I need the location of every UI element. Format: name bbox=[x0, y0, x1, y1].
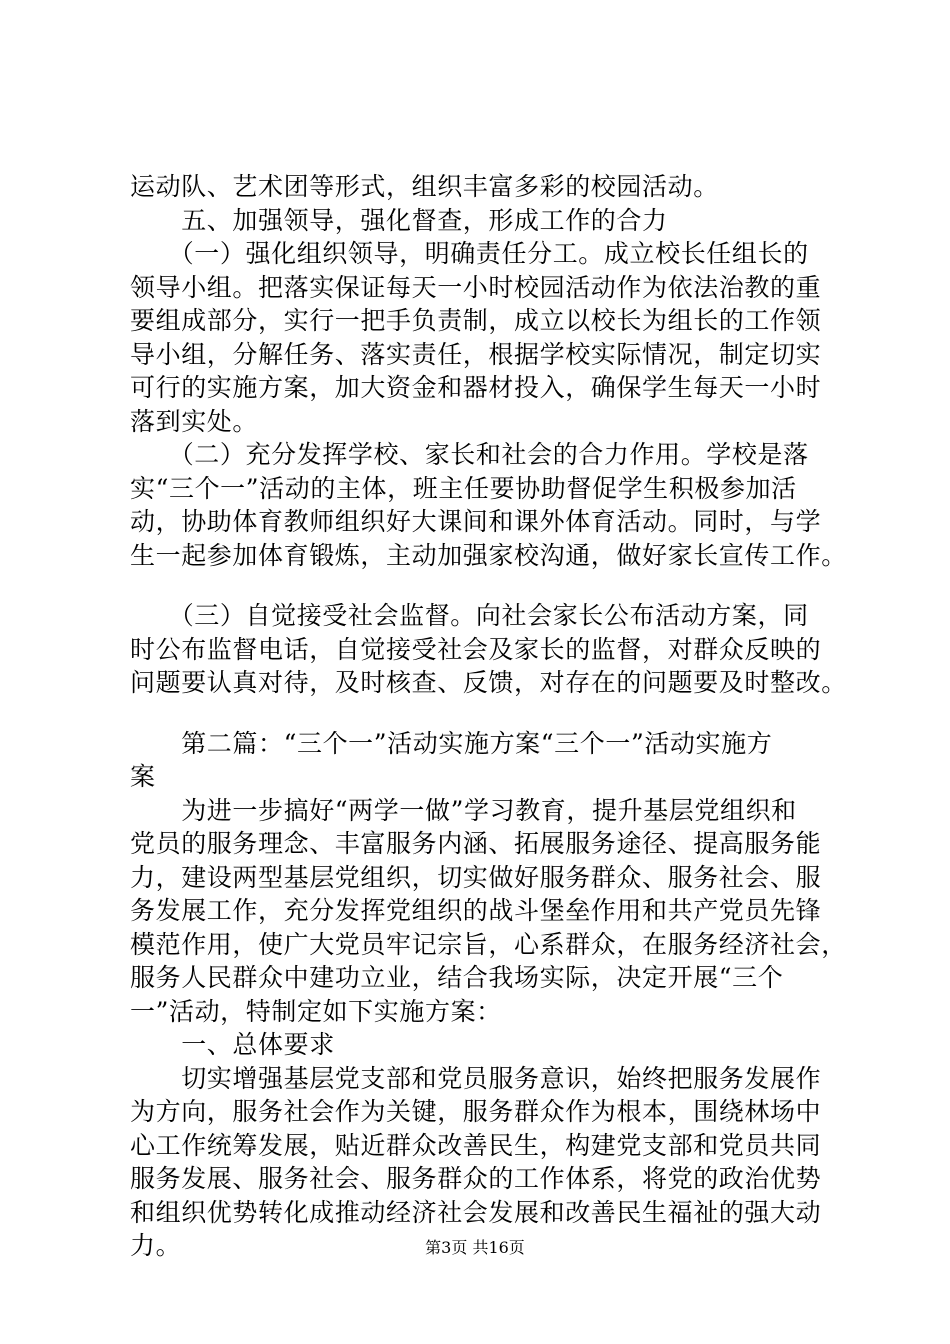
text-line: 要组成部分，实行一把手负责制，成立以校长为组长的工作领 bbox=[130, 306, 822, 335]
text-line: （一）强化组织领导，明确责任分工。成立校长任组长的 bbox=[130, 239, 809, 268]
text-line: 力。 bbox=[130, 1231, 182, 1260]
text-line: 心工作统筹发展，贴近群众改善民生，构建党支部和党员共同 bbox=[130, 1130, 822, 1160]
text-line: 和组织优势转化成推动经济社会发展和改善民生福祉的强大动 bbox=[130, 1197, 822, 1227]
text-line: 案 bbox=[130, 762, 156, 791]
paragraph-social-supervision bbox=[130, 599, 847, 700]
section-title-part-2 bbox=[130, 727, 830, 794]
text-line: 落到实处。 bbox=[130, 406, 259, 436]
text-line: 服务人民群众中建功立业，结合我场实际，决定开展“三个 bbox=[130, 963, 784, 992]
document-body bbox=[130, 170, 847, 1263]
text-line: 力，建设两型基层党组织，切实做好服务群众、服务社会、服 bbox=[130, 862, 822, 892]
paragraph-gap bbox=[130, 700, 830, 727]
text-line: 为进一步搞好“两学一做”学习教育，提升基层党组织和 bbox=[130, 795, 797, 825]
paragraph-organization-leadership bbox=[130, 237, 830, 438]
text-line: 领导小组。把落实保证每天一小时校园活动作为依法治教的重 bbox=[130, 272, 822, 302]
text-line: 第二篇：“三个一”活动实施方案“三个一”活动实施方 bbox=[130, 728, 773, 758]
text-line: 务发展工作，充分发挥党组织的战斗堡垒作用和共产党员先锋 bbox=[130, 896, 822, 925]
text-line: 服务发展、服务社会、服务群众的工作体系，将党的政治优势 bbox=[130, 1164, 822, 1193]
paragraph-1 bbox=[130, 170, 830, 204]
text-line: 党员的服务理念、丰富服务内涵、拓展服务途径、提高服务能 bbox=[130, 829, 822, 858]
paragraph-overall-requirements bbox=[130, 1062, 830, 1263]
text-line: 时公布监督电话，自觉接受社会及家长的监督，对群众反映的 bbox=[130, 634, 822, 664]
page-number-footer: 第3页 共16页 bbox=[425, 1238, 525, 1257]
text-line: 模范作用，使广大党员牢记宗旨，心系群众，在服务经济社会， bbox=[130, 929, 847, 959]
text-line: 一”活动，特制定如下实施方案： bbox=[130, 996, 502, 1026]
text-line: 运动队、艺术团等形式，组织丰富多彩的校园活动。 bbox=[130, 172, 719, 201]
text-line: 动，协助体育教师组织好大课间和课外体育活动。同时，与学 bbox=[130, 507, 822, 536]
text-line: 可行的实施方案，加大资金和器材投入，确保学生每天一小时 bbox=[130, 373, 822, 402]
text-line: 问题要认真对待，及时核查、反馈，对存在的问题要及时整改。 bbox=[130, 668, 847, 697]
paragraph-joint-effort bbox=[130, 438, 847, 572]
section-heading-5 bbox=[130, 204, 830, 238]
text-line: 实“三个一”活动的主体，班主任要协助督促学生积极参加活 bbox=[130, 473, 797, 503]
text-line: 为方向，服务社会作为关键，服务群众作为根本，围绕林场中 bbox=[130, 1097, 822, 1126]
text-line: 切实增强基层党支部和党员服务意识，始终把服务发展作 bbox=[130, 1063, 822, 1093]
text-line: 生一起参加体育锻炼，主动加强家校沟通，做好家长宣传工作。 bbox=[130, 540, 847, 570]
text-line: （三）自觉接受社会监督。向社会家长公布活动方案，同 bbox=[130, 601, 809, 630]
text-line: （二）充分发挥学校、家长和社会的合力作用。学校是落 bbox=[130, 440, 809, 469]
paragraph-introduction bbox=[130, 794, 847, 1029]
text-line: 导小组，分解任务、落实责任，根据学校实际情况，制定切实 bbox=[130, 339, 822, 369]
paragraph-gap bbox=[130, 572, 830, 599]
text-line: 一、总体要求 bbox=[130, 1030, 335, 1059]
text-line: 五、加强领导，强化督查，形成工作的合力 bbox=[130, 205, 668, 235]
section-heading-overall-requirements bbox=[130, 1028, 830, 1062]
